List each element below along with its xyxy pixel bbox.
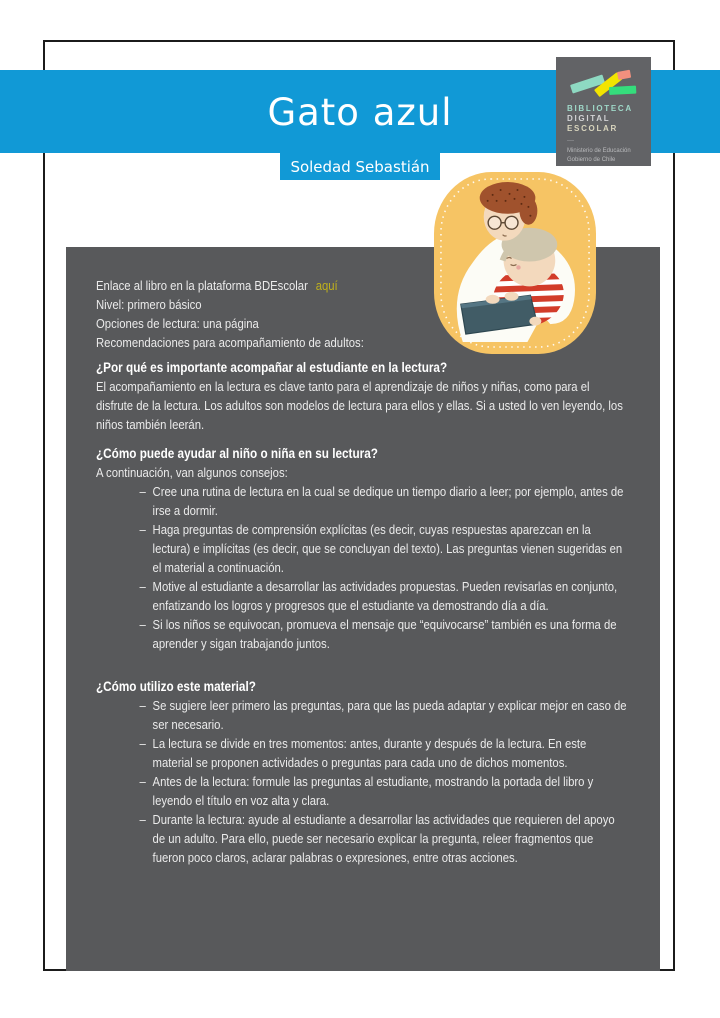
list-item bbox=[140, 577, 629, 615]
author-name: Soledad Sebastián bbox=[290, 157, 430, 176]
logo-separator: — bbox=[567, 137, 574, 144]
section-heading: ¿Cómo puede ayudar al niño o niña en su lectura? bbox=[96, 446, 378, 461]
bullet-dash: – bbox=[139, 812, 146, 827]
section-how-to-use bbox=[96, 677, 628, 867]
bde-logo-mark-icon bbox=[567, 63, 639, 99]
author-badge bbox=[280, 153, 440, 180]
bullet-text: Si los niños se equivocan, promueva el mensaje que “equivocarse” también es una forma de aprender y sigan trabajando juntos. bbox=[152, 617, 617, 651]
logo-ministry-line: Ministerio de Educación bbox=[567, 148, 631, 154]
list-item bbox=[140, 520, 629, 577]
section-paragraph: El acompañamiento en la lectura es clave tanto para el aprendizaje de niños y niñas, como para el disfrute de la lectura. Los adultos son modelos de lectura para ellos y ellas. Si a usted lo ven leyendo, los niños también leerán. bbox=[96, 379, 623, 432]
bullet-text: Cree una rutina de lectura en la cual se dedique un tiempo diario a leer; por ejemplo, antes de irse a dormir. bbox=[152, 484, 624, 518]
bullet-text: Se sugiere leer primero las preguntas, para que las pueda adaptar y explicar mejor en caso de ser necesario. bbox=[152, 698, 627, 732]
section-heading: ¿Cómo utilizo este material? bbox=[96, 679, 256, 694]
bde-logo bbox=[556, 57, 651, 166]
bullet-text: Antes de la lectura: formule las preguntas al estudiante, mostrando la portada del libro y leyendo el título en voz alta y clara. bbox=[152, 774, 594, 808]
book-link[interactable]: aquí bbox=[315, 278, 338, 293]
level-line: Nivel: primero básico bbox=[96, 297, 202, 312]
list-item bbox=[140, 734, 629, 772]
bullet-dash: – bbox=[139, 698, 146, 713]
list-item bbox=[140, 772, 629, 810]
section-paragraph: A continuación, van algunos consejos: bbox=[96, 465, 288, 480]
content-panel bbox=[66, 247, 660, 971]
bullet-dash: – bbox=[139, 522, 146, 537]
link-prefix: Enlace al libro en la plataforma BDEscolar bbox=[96, 278, 308, 293]
logo-text-escolar: ESCOLAR bbox=[567, 124, 619, 133]
list-item bbox=[140, 696, 629, 734]
reading-options-line: Opciones de lectura: una página bbox=[96, 316, 259, 331]
bullet-text: La lectura se divide en tres momentos: antes, durante y después de la lectura. En este material se proponen actividades o preguntas para cada uno de dichos momentos. bbox=[152, 736, 587, 770]
adult-child-reading-illustration bbox=[433, 171, 597, 355]
logo-text-biblioteca: BIBLIOTECA bbox=[567, 104, 633, 113]
page-title: Gato azul bbox=[267, 91, 453, 134]
bullet-dash: – bbox=[139, 617, 146, 632]
section-why-accompany bbox=[96, 358, 628, 434]
bullet-text: Haga preguntas de comprensión explícitas (es decir, cuyas respuestas aparezcan en la lectura) e implícitas (es decir, que se concluyan del texto). Las preguntas vienen sugeridas en el material a continuación. bbox=[152, 522, 623, 575]
logo-text-digital: DIGITAL bbox=[567, 114, 611, 123]
bullet-text: Motive al estudiante a desarrollar las actividades propuestas. Pueden revisarlas en conjunto, enfatizando los logros y progresos que el estudiante va demostrando día a día. bbox=[152, 579, 618, 613]
list-item bbox=[140, 810, 629, 867]
logo-government-line: Gobierno de Chile bbox=[567, 156, 616, 163]
bullet-dash: – bbox=[139, 774, 146, 789]
list-item bbox=[140, 482, 629, 520]
recommendations-line: Recomendaciones para acompañamiento de adultos: bbox=[96, 335, 364, 350]
bullet-dash: – bbox=[139, 736, 146, 751]
section-heading: ¿Por qué es importante acompañar al estudiante en la lectura? bbox=[96, 360, 448, 375]
section-how-to-help bbox=[96, 444, 628, 653]
list-item bbox=[140, 615, 629, 653]
bullet-dash: – bbox=[139, 484, 146, 499]
bullet-text: Durante la lectura: ayude al estudiante a desarrollar las actividades que requieren del apoyo de un adulto. Para ello, puede ser necesario explicar la pregunta, releer fragmentos que fueron poco claros, aclarar palabras o expresiones, entre otras acciones. bbox=[152, 812, 615, 865]
bullet-dash: – bbox=[139, 579, 146, 594]
